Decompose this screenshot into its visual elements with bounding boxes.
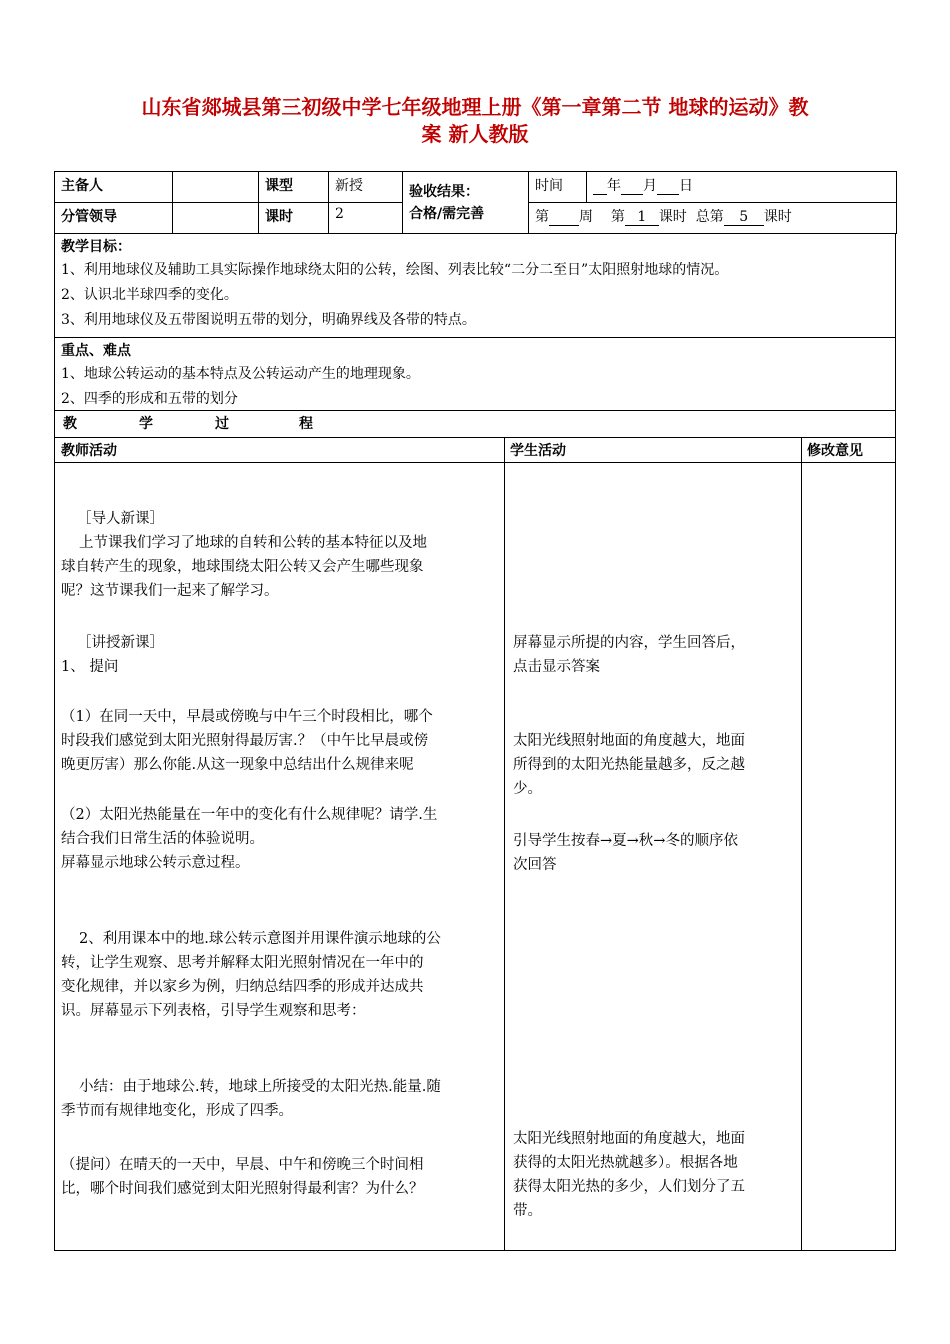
student-note-line: 获得太阳光热的多少，人们划分了五 xyxy=(513,1179,745,1195)
objectives-section xyxy=(54,233,896,338)
intro-paragraph xyxy=(61,531,501,603)
student-note-line: 带。 xyxy=(513,1203,542,1219)
title-line-2: 案 新人教版 xyxy=(421,122,529,146)
question-2-line: 结合我们日常生活的体验说明。 xyxy=(61,831,264,847)
period-value: 2 xyxy=(329,203,403,234)
objectives-heading: 教学目标： xyxy=(61,239,131,255)
type-value: 新授 xyxy=(329,172,403,203)
objective-item: 1、利用地球仪及辅助工具实际操作地球绕太阳的公转，绘图、列表比较“二分二至日”太阳照射地球的情况。 xyxy=(61,262,729,278)
student-note-line: 点击显示答案 xyxy=(513,659,600,675)
intro-line: 呢？这节课我们一起来了解学习。 xyxy=(61,583,279,599)
week-prefix: 第 xyxy=(535,209,549,225)
student-note-line: 引导学生按春→夏→秋→冬的顺序依 xyxy=(513,833,738,849)
student-note-1 xyxy=(513,631,799,679)
intro-tag: ［导人新课］ xyxy=(77,511,164,527)
type-label: 课型 xyxy=(259,172,329,203)
student-note-line: 太阳光线照射地面的角度越大，地面 xyxy=(513,733,745,749)
student-note-line: 所得到的太阳光热能量越多，反之越 xyxy=(513,757,745,773)
point-2-line: 变化规律，并以家乡为例，归纳总结四季的形成并达成共 xyxy=(61,979,424,995)
keypoints-section xyxy=(54,337,896,411)
lesson-prefix: 第 xyxy=(610,209,625,225)
document-title xyxy=(80,94,870,148)
student-note-line: 次回答 xyxy=(513,857,557,873)
lesson-info-table xyxy=(54,171,897,234)
point-2-line: 2、利用课本中的地.球公转示意图并用课件演示地球的公 xyxy=(79,931,441,947)
process-heading xyxy=(54,410,896,438)
question-1-line: 晚更厉害）那么你能.从这一现象中总结出什么规律来呢 xyxy=(61,757,414,773)
followup-line: 比，哪个时间我们感觉到太阳光照射得最利害？为什么？ xyxy=(61,1181,424,1197)
leader-label: 分管领导 xyxy=(55,203,173,234)
keypoints-heading: 重点、难点 xyxy=(61,343,131,359)
student-note-line: 获得的太阳光热就越多）。根据各地 xyxy=(513,1155,738,1171)
process-char-4: 程 xyxy=(299,416,313,432)
preparer-value xyxy=(173,172,259,203)
summary-line: 小结：由于地球公.转，地球上所接受的太阳光热.能量.随 xyxy=(79,1079,441,1095)
result-cell xyxy=(403,172,529,234)
objective-item: 3、利用地球仪及五带图说明五带的划分，明确界线及各带的特点。 xyxy=(61,312,476,328)
result-label-2: 合格/需完善 xyxy=(409,205,485,222)
question-2-line: （2）太阳光热能量在一年中的变化有什么规律呢？请学.生 xyxy=(61,807,438,823)
student-note-2 xyxy=(513,729,799,801)
question-2-line: 屏幕显示地球公转示意过程。 xyxy=(61,855,250,871)
student-column-header: 学生活动 xyxy=(510,443,566,459)
student-note-4 xyxy=(513,1127,799,1223)
intro-line: 上节课我们学习了地球的自转和公转的基本特征以及地 xyxy=(79,535,427,551)
intro-line: 球自转产生的现象，地球围绕太阳公转又会产生哪些现象 xyxy=(61,559,424,575)
title-line-1: 山东省郯城县第三初级中学七年级地理上册《第一章第二节 地球的运动》教 xyxy=(141,95,809,119)
time-month: 月 xyxy=(643,178,657,194)
revision-column-header: 修改意见 xyxy=(807,443,863,459)
summary-line: 季节而有规律地变化，形成了四季。 xyxy=(61,1103,293,1119)
leader-value xyxy=(173,203,259,234)
total-number: 5 xyxy=(724,209,764,226)
keypoint-item: 1、地球公转运动的基本特点及公转运动产生的地理现象。 xyxy=(61,366,420,382)
time-value xyxy=(587,172,897,203)
student-note-line: 少。 xyxy=(513,781,542,797)
summary-paragraph xyxy=(61,1075,501,1123)
objective-item: 2、认识北半球四季的变化。 xyxy=(61,287,238,303)
followup-line: （提问）在晴天的一天中，早晨、中午和傍晚三个时间相 xyxy=(61,1157,424,1173)
lesson-suffix: 课时 xyxy=(658,209,687,225)
point-2-line: 转，让学生观察、思考并解释太阳光照射情况在一年中的 xyxy=(61,955,424,971)
activity-body xyxy=(54,462,896,1251)
time-day: 日 xyxy=(679,178,693,194)
question-2 xyxy=(61,803,501,875)
point-2-line: 识。屏幕显示下列表格，引导学生观察和思考： xyxy=(61,1003,366,1019)
teacher-column-header: 教师活动 xyxy=(61,443,117,459)
process-char-2: 学 xyxy=(139,416,153,432)
time-year: 年 xyxy=(607,178,621,194)
question-1-line: 时段我们感觉到太阳光照射得最厉害.？（中午比早晨或傍 xyxy=(61,733,429,749)
process-char-1: 教 xyxy=(63,416,77,432)
student-note-line: 太阳光线照射地面的角度越大，地面 xyxy=(513,1131,745,1147)
time-label: 时间 xyxy=(529,172,587,203)
activity-column-headers xyxy=(54,437,896,463)
question-1 xyxy=(61,705,501,777)
week-suffix: 周 xyxy=(579,209,593,225)
student-note-3 xyxy=(513,829,799,877)
keypoint-item: 2、四季的形成和五带的划分 xyxy=(61,391,238,407)
total-prefix: 总第 xyxy=(695,209,724,225)
result-label-1: 验收结果： xyxy=(409,183,479,200)
period-label: 课时 xyxy=(259,203,329,234)
point-2-paragraph xyxy=(61,927,501,1023)
student-note-line: 屏幕显示所提的内容，学生回答后， xyxy=(513,635,745,651)
preparer-label: 主备人 xyxy=(55,172,173,203)
followup-question xyxy=(61,1153,501,1201)
question-1-line: （1）在同一天中，早晨或傍晚与中午三个时段相比，哪个 xyxy=(61,709,433,725)
new-lesson-tag: ［讲授新课］ xyxy=(77,635,164,651)
process-char-3: 过 xyxy=(215,416,229,432)
total-suffix: 课时 xyxy=(763,209,792,225)
lesson-number: 1 xyxy=(625,209,659,226)
question-heading: 1、 提问 xyxy=(61,659,119,675)
schedule-cell xyxy=(529,203,897,234)
